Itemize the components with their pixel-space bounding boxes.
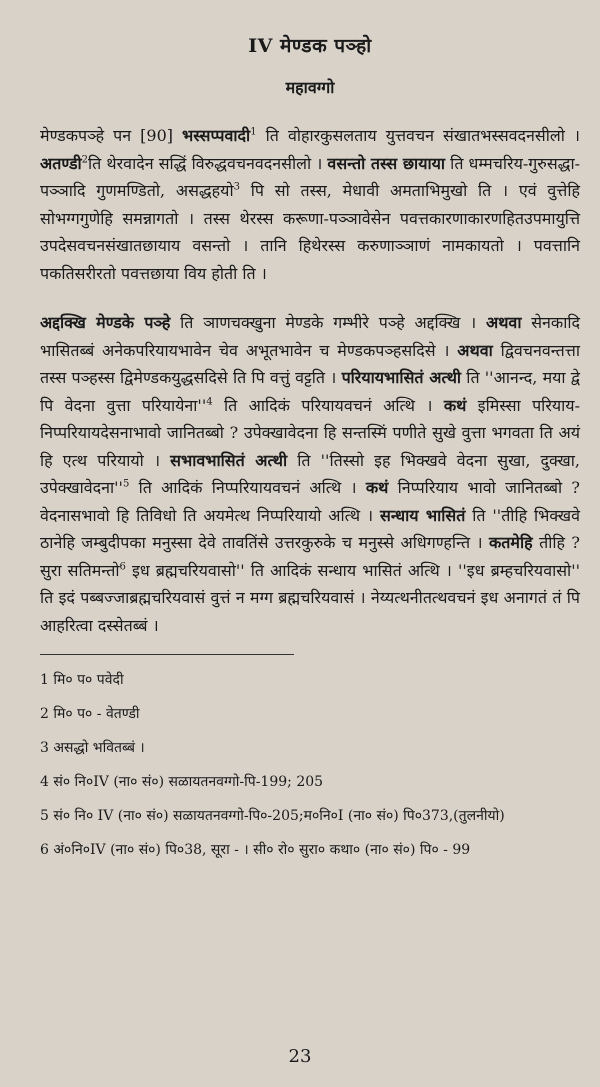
footnote-divider [40, 654, 294, 655]
footnotes [40, 669, 580, 873]
footnote-ref: 6 [119, 561, 126, 573]
bold-term: अतण्डी [40, 153, 82, 173]
footnote-ref: 4 [206, 396, 213, 408]
text-run: इमिस्सा परियाय-निप्परियायदेसनाभावो जानितब्बो ? उपेक्खावेदना हि सन्तस्मिं पणीते सुखे वुत्ता भगवता ति अयं हि एत्थ परियायो । [40, 395, 580, 470]
footnote-5: 5 सं० नि० IV (ना० सं०) सळायतनवग्गो-पि०-205;म०नि०I (ना० सं०) पि०373,(तुलनीयो) [40, 808, 505, 824]
text-run: ति थेरवादेन सद्धिं विरुद्धवचनवदनसीलो । [88, 153, 328, 173]
text-run: ति ''तीहि भिक्खवे ठानेहि जम्बुदीपका मनुस्सा देवे तावतिंसे उत्तरकुरुके च मनुस्से अधिगण्हन्ति । [40, 505, 580, 552]
bold-term: वसन्तो तस्स छायाया [327, 153, 446, 173]
text-run: सेनकादि भासितब्बं अनेकपरियायभावेन चेव अभूतभावेन च मेण्डकपञ्हसदिसे । [40, 313, 580, 360]
text-run: ति ''आनन्द, मया द्वे पि वेदना वुत्ता परियायेना'' [40, 368, 580, 415]
bold-term: अथवा [457, 340, 493, 360]
footnote-ref: 1 [250, 126, 257, 138]
footnote-1: 1 मि० प० पवेदी [40, 672, 124, 688]
text-run: ति आदिकं परियायवचनं अत्थि । [212, 395, 444, 415]
text-run: पि सो तस्स, मेधावी अमताभिमुखो ति । एवं वुत्तेहि सोभग्गगुणेहि समन्नागतो । तस्स थेरस्स करूणा-पञ्ञावेसेन पवत्तकारणाकारणहितउपमायुत्ति उपदेसवचनसंखातछायाय वसन्तो । तानि हिथेरस्स करुणाञ्ञाणं नामकायतो । पवत्तानि पकतिसरीरतो पवत्तछाया विय होती ति । [40, 181, 580, 283]
bold-term: कतमेहि [489, 533, 533, 552]
section-title: महावग्गो [285, 78, 335, 97]
bold-term: परियायभासितं अत्थी [341, 368, 462, 387]
footnote-2: 2 मि० प० - वेतण्डी [40, 706, 140, 722]
bold-term: सभावभासितं अत्थी [170, 450, 288, 470]
footnote-3: 3 असद्धो भवितब्बं । [40, 740, 145, 756]
paragraph-2 [40, 309, 580, 639]
footnote-4: 4 सं० नि०IV (ना० सं०) सळायतनवग्गो-पि-199; 205 [40, 774, 324, 790]
text-run: ति ञाणचक्खुना मेण्डके गम्भीरे पञ्हे अद्दक्खि । [170, 313, 486, 332]
chapter-title: IV मेण्डक पञ्हो [248, 35, 372, 57]
page-number: 23 [288, 1046, 312, 1067]
text-run: ति धम्मचरिय-गुरुसद्धा-पञ्ञादि गुणमण्डितो, असद्धहयो [40, 153, 581, 200]
text-run: ति वोहारकुसलताय युत्तवचन संखातभस्सवदनसीलो । [256, 126, 580, 145]
footnote-ref: 5 [122, 478, 130, 490]
bold-term: कथं [443, 395, 467, 415]
footnote-6: 6 अं०नि०IV (ना० सं०) पि०38, सूरा - । सी० रो० सुरा० कथा० (ना० सं०) पि० - 99 [40, 842, 471, 858]
text-run: ति ''तिस्सो इह भिक्खवे वेदना सुखा, दुक्खा, उपेक्खावेदना'' [40, 450, 580, 497]
text-run: ति आदिकं निप्परियायवचनं अत्थि । [129, 478, 366, 497]
footnote-ref: 3 [233, 181, 240, 193]
text-run: इध ब्रह्मचरियवासो'' ति आदिकं सन्धाय भासितं अत्थि । ''इध ब्रम्हचरियवासो'' ति इदं पब्बज्जाब्रह्मचरियवासं वुत्तं न मग्ग ब्रह्मचरियवासं । नेय्यत्थनीतत्थवचनं इध अनागतं तं पि आहरित्वा दस्सेतब्बं । [40, 560, 580, 635]
bold-term: अद्दक्खि मेण्डके पञ्हे [40, 313, 171, 332]
bold-term: अथवा [485, 313, 522, 332]
text-run: मेण्डकपञ्हे पन [90] [40, 126, 183, 145]
text-run: निप्परियाय भावो जानितब्बो ? वेदनासभावो हि तिविधो ति अयमेत्थ निप्परियायो अत्थि । [40, 478, 580, 525]
footnote-ref: 2 [81, 154, 89, 166]
paragraph-1 [40, 122, 580, 287]
bold-term: भस्सप्पवादी [182, 126, 251, 145]
text-run: द्विवचनवन्तत्ता तस्स पञ्हस्स द्विमेण्डकयुद्धसदिसे ति पि वत्तुं वट्टति । [40, 340, 580, 387]
bold-term: सन्धाय भासितं [380, 505, 466, 525]
bold-term: कथं [365, 478, 389, 497]
text-run: तीहि ? सुरा सतिमन्तो [40, 533, 580, 580]
